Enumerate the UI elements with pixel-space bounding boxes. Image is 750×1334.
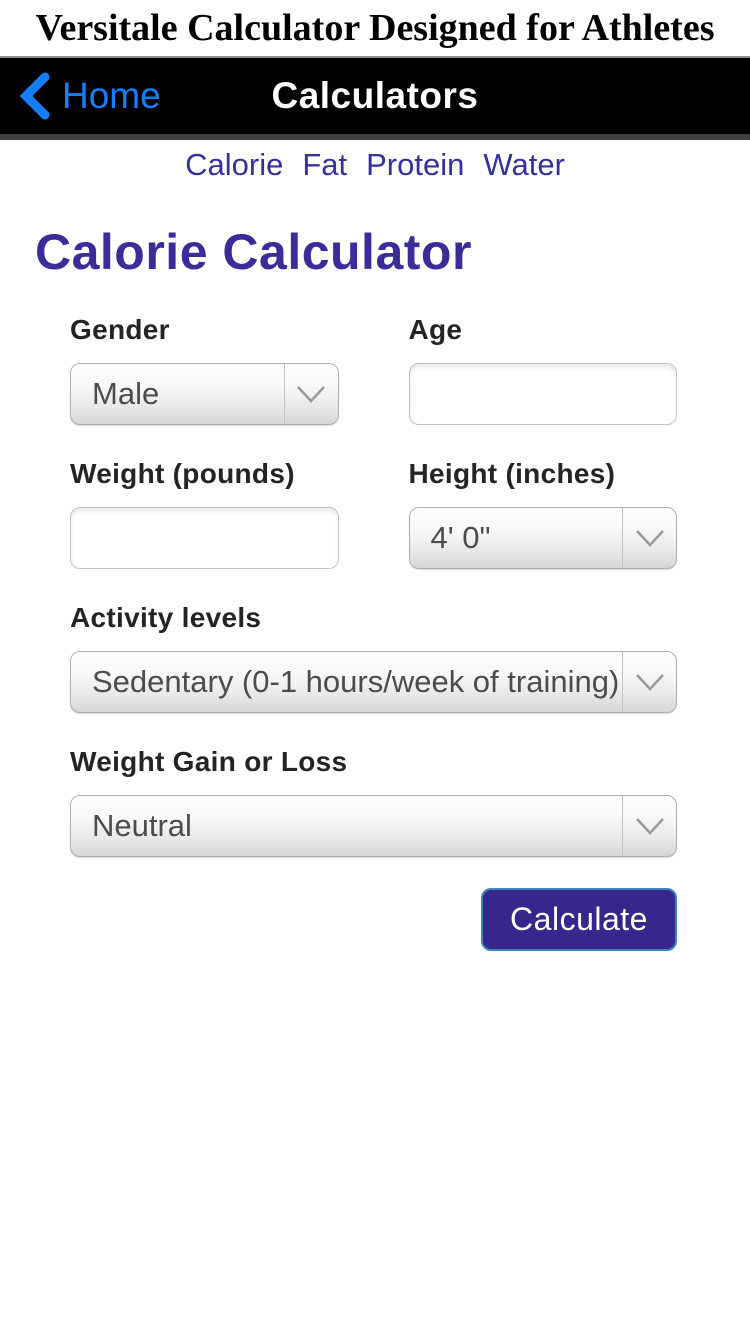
page-title: Calorie Calculator [35,224,472,280]
height-field [409,458,678,569]
chevron-down-icon [622,796,676,856]
weight-label: Weight (pounds) [70,458,295,489]
goal-select[interactable] [70,795,677,857]
chevron-left-icon [18,72,50,120]
subnav-link-calorie[interactable]: Calorie [185,147,284,182]
height-label: Height (inches) [408,458,616,489]
navigation-bar [0,56,750,140]
goal-selected-value: Neutral [92,808,192,843]
chevron-down-icon [622,508,676,568]
weight-field [70,458,339,569]
subnav-link-water[interactable]: Water [483,147,565,182]
app-banner-title: Versitale Calculator Designed for Athletes [0,0,750,56]
subnav-link-fat[interactable]: Fat [302,147,348,182]
age-field [409,314,678,425]
calorie-form [0,314,750,951]
calculate-button[interactable]: Calculate [481,888,677,951]
goal-field [70,746,677,857]
subnav-link-protein[interactable]: Protein [366,147,465,182]
height-select[interactable] [409,507,678,569]
calculator-subnav [0,147,750,183]
back-button[interactable] [18,72,161,120]
goal-label: Weight Gain or Loss [70,746,348,777]
activity-select[interactable] [70,651,677,713]
age-label: Age [408,314,463,345]
gender-label: Gender [70,314,170,345]
activity-field [70,602,677,713]
chevron-down-icon [622,652,676,712]
chevron-down-icon [284,364,338,424]
gender-field [70,314,339,425]
height-selected-value: 4' 0" [430,520,491,555]
nav-title: Calculators [271,75,479,116]
age-input[interactable] [409,363,678,425]
back-button-label: Home [62,75,161,116]
activity-selected-value: Sedentary (0-1 hours/week of training) [92,664,620,699]
weight-input[interactable] [70,507,339,569]
activity-label: Activity levels [70,602,262,633]
gender-select[interactable] [70,363,339,425]
gender-selected-value: Male [92,376,160,411]
submit-row [70,888,677,951]
